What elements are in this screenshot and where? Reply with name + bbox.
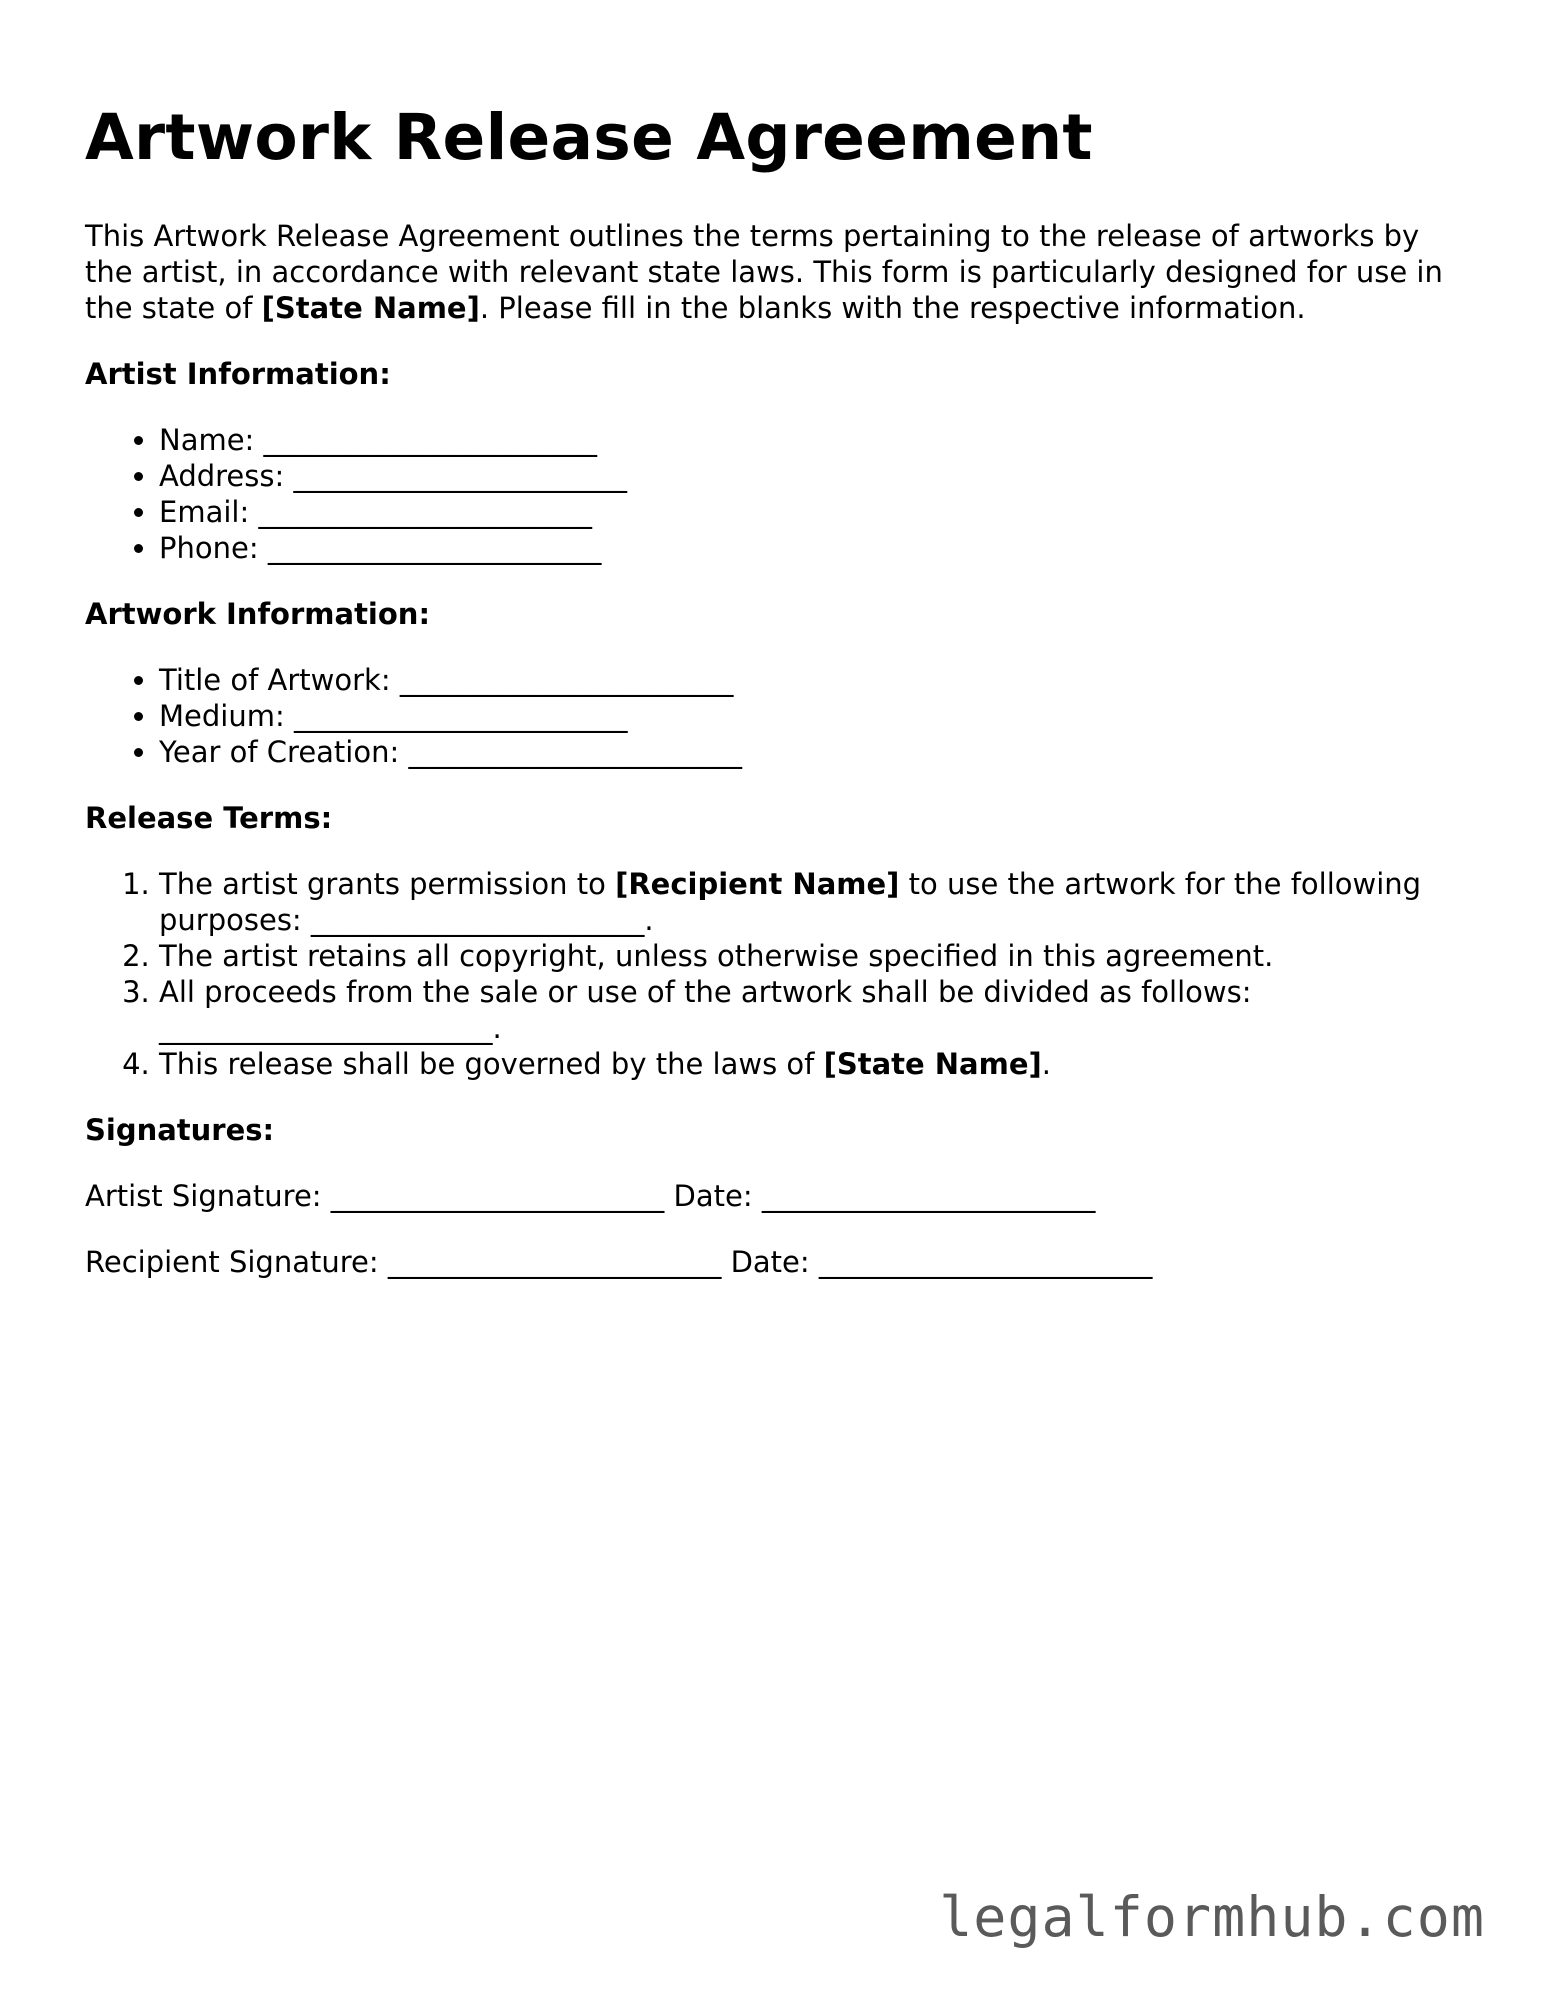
artwork-year-field (159, 734, 1475, 770)
field-blank: _______________________ (399, 662, 734, 697)
field-blank: _______________________ (310, 902, 645, 937)
field-label: Title of Artwork: (159, 662, 400, 697)
field-label: Name: (159, 422, 264, 457)
artwork-info-list (85, 662, 1475, 770)
artist-phone-field (159, 530, 1475, 566)
term-text: The artist retains all copyright, unless otherwise specified in this agreement. (159, 938, 1274, 973)
field-blank: _______________________ (159, 1010, 493, 1045)
date-label: Date: (721, 1244, 819, 1279)
artist-signature-line (85, 1178, 1475, 1214)
field-label: Medium: (159, 698, 294, 733)
signatures-heading: Signatures: (85, 1112, 275, 1147)
intro-text-1: This Artwork Release Agreement outlines the terms pertaining to the release of artworks by the artist, in accordance with relevant state laws. This form is particularly designed for use in the state of (85, 218, 1443, 325)
field-blank: _______________________ (818, 1244, 1153, 1279)
release-term-3 (159, 974, 1475, 1046)
term-text: to use the artwork for the following purposes: (159, 866, 1422, 937)
artist-email-field (159, 494, 1475, 530)
intro-paragraph (85, 218, 1475, 326)
field-blank: _______________________ (330, 1178, 665, 1213)
release-term-1 (159, 866, 1475, 938)
artist-address-field (159, 458, 1475, 494)
release-term-2 (159, 938, 1475, 974)
document-title: Artwork Release Agreement (85, 101, 1093, 174)
release-terms-list (85, 866, 1475, 1082)
artist-info-list (85, 422, 1475, 566)
artist-name-field (159, 422, 1475, 458)
recipient-signature-line (85, 1244, 1475, 1280)
term-text: All proceeds from the sale or use of the artwork shall be divided as follows: (159, 974, 1252, 1009)
field-blank: _______________________ (263, 422, 598, 457)
field-label: Email: (159, 494, 259, 529)
field-label: Phone: (159, 530, 268, 565)
date-label: Date: (664, 1178, 762, 1213)
field-blank: _______________________ (408, 734, 742, 769)
artwork-medium-field (159, 698, 1475, 734)
field-blank: _______________________ (293, 698, 628, 733)
term-text: The artist grants permission to (159, 866, 616, 901)
field-label: Address: (159, 458, 294, 493)
term-text: . (492, 1010, 502, 1045)
term-text: This release shall be governed by the laws of (159, 1046, 824, 1081)
watermark: legalformhub.com (939, 1885, 1485, 1949)
field-blank: _______________________ (258, 494, 592, 529)
release-term-4 (159, 1046, 1475, 1082)
term-text: . (1041, 1046, 1051, 1081)
state-placeholder: [State Name] (823, 1046, 1042, 1081)
artwork-info-heading: Artwork Information: (85, 596, 431, 631)
field-label: Year of Creation: (159, 734, 409, 769)
field-blank: _______________________ (293, 458, 627, 493)
recipient-signature-label: Recipient Signature: (85, 1244, 388, 1279)
release-terms-heading: Release Terms: (85, 800, 333, 835)
document-page (85, 100, 1475, 1310)
artist-info-heading: Artist Information: (85, 356, 391, 391)
term-text: . (644, 902, 654, 937)
field-blank: _______________________ (267, 530, 602, 565)
intro-state-placeholder: [State Name] (261, 290, 480, 325)
recipient-placeholder: [Recipient Name] (615, 866, 900, 901)
artist-signature-label: Artist Signature: (85, 1178, 331, 1213)
intro-text-2: . Please fill in the blanks with the respective information. (479, 290, 1306, 325)
field-blank: _______________________ (761, 1178, 1096, 1213)
artwork-title-field (159, 662, 1475, 698)
field-blank: _______________________ (387, 1244, 722, 1279)
